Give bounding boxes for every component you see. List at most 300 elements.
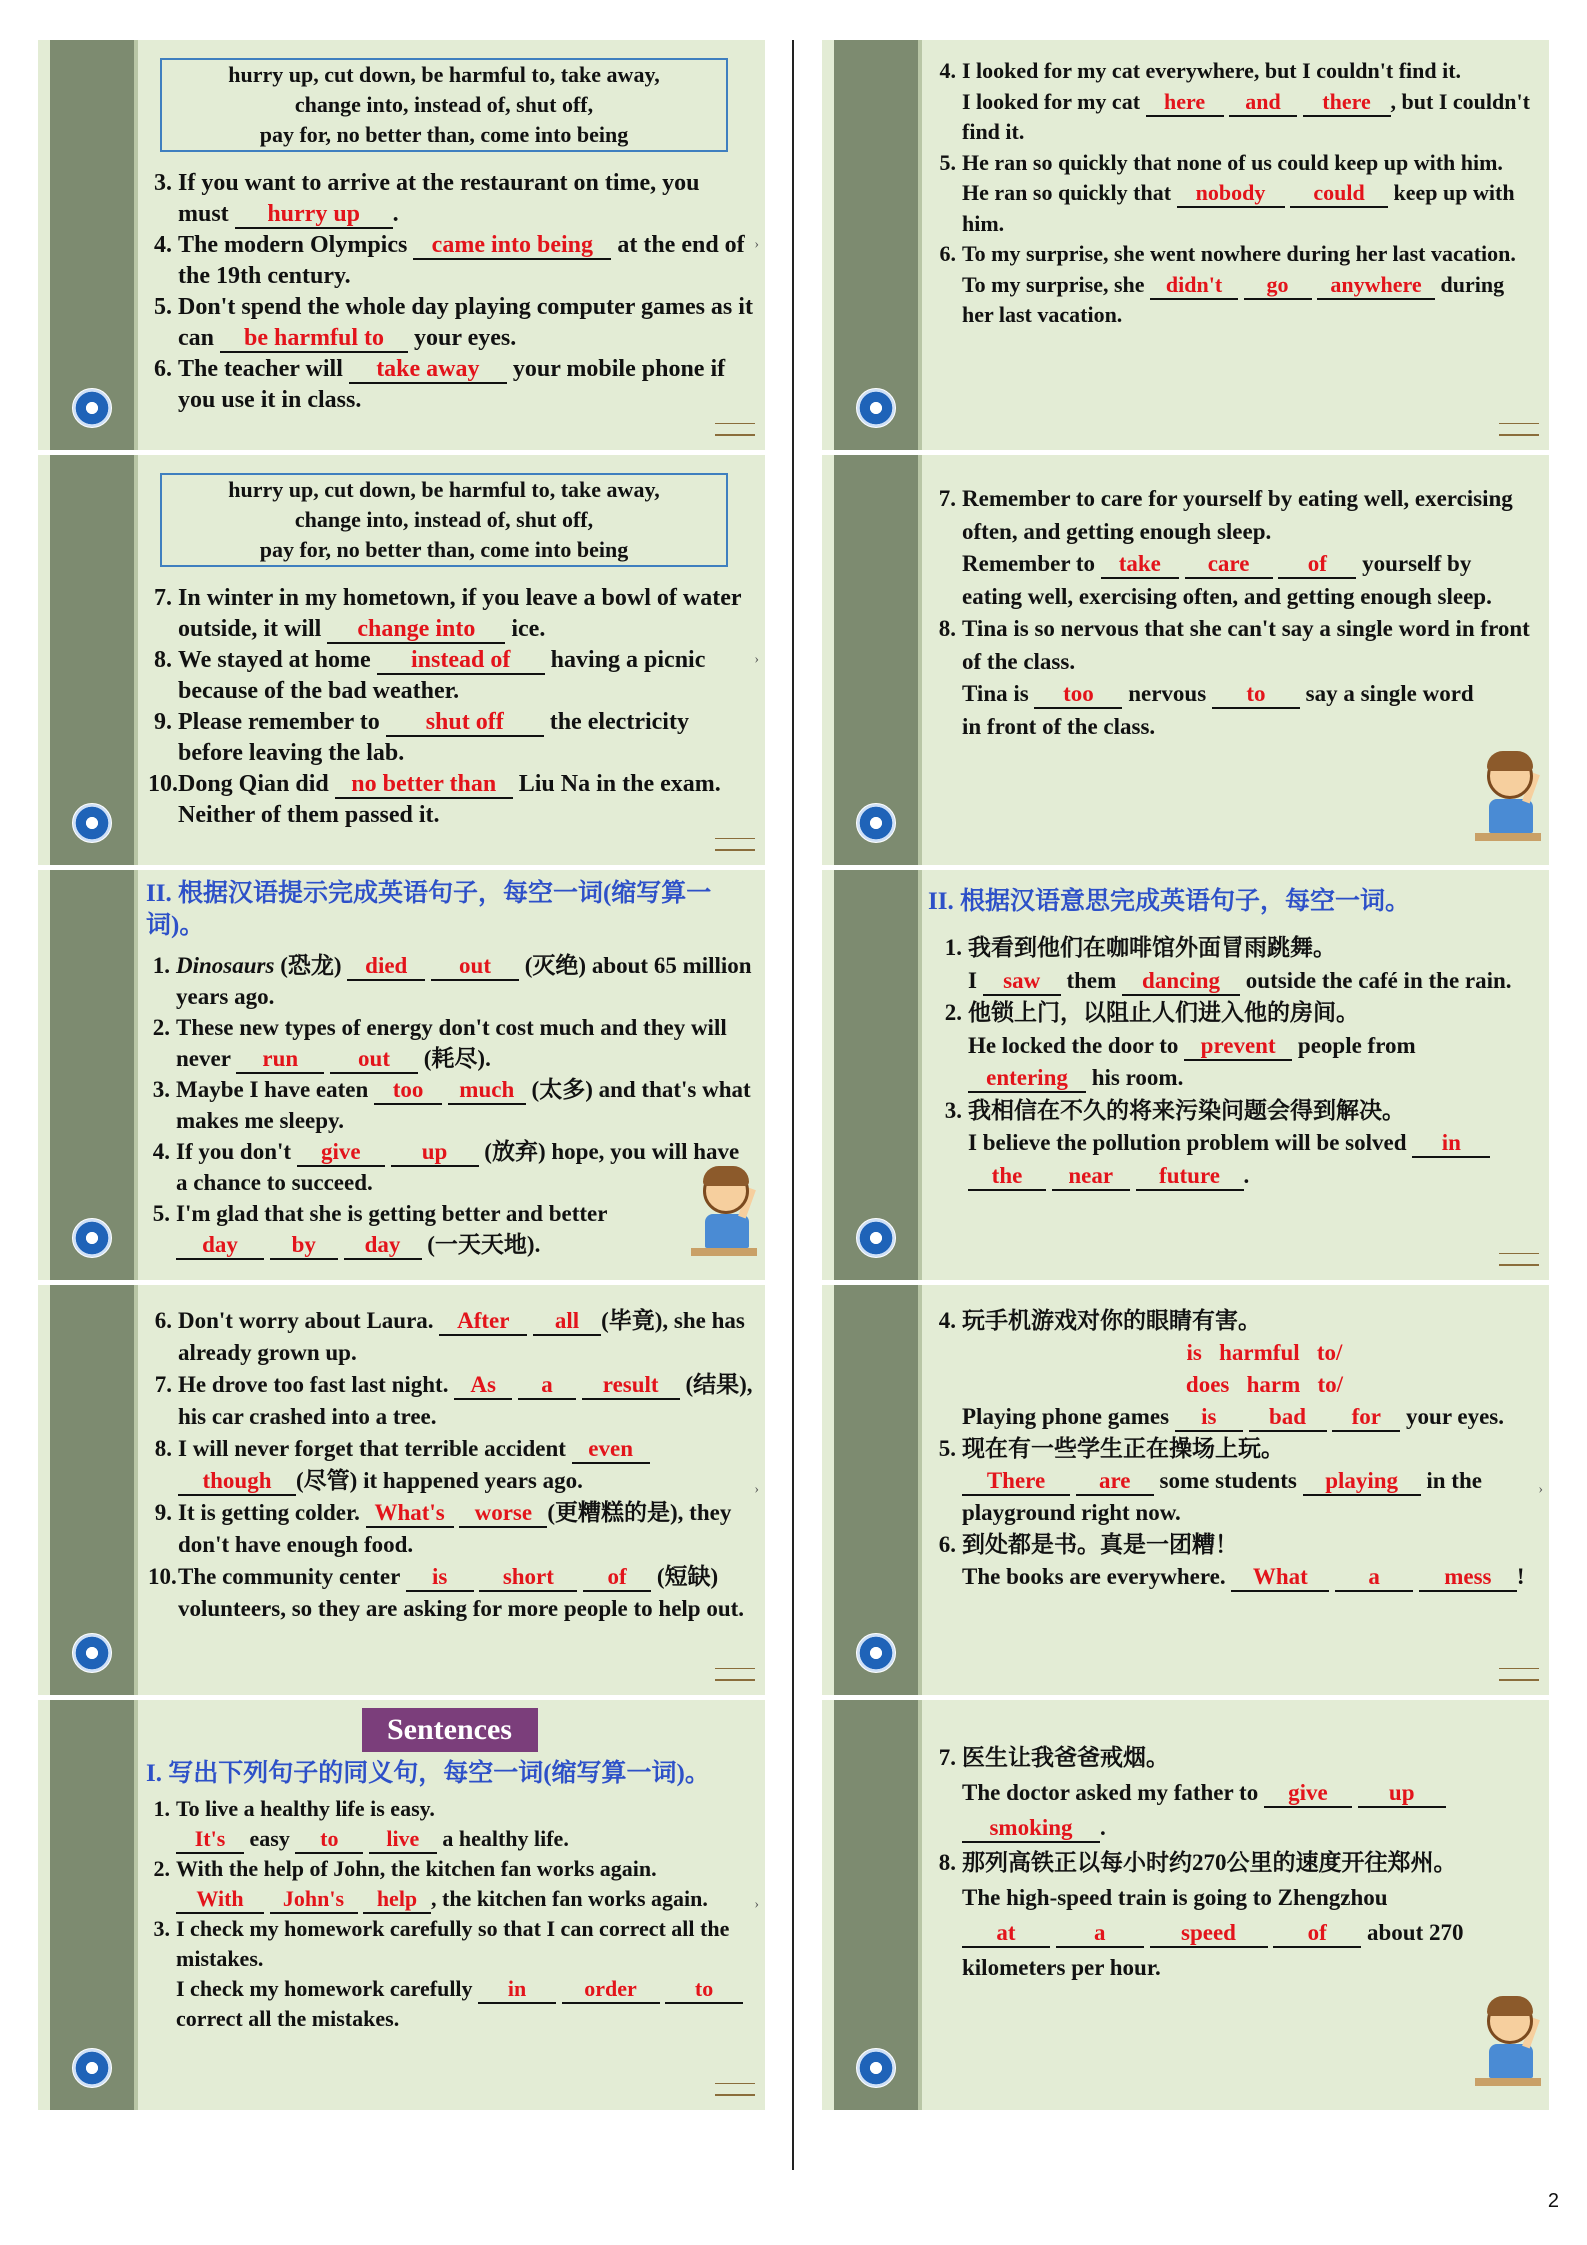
item-number: 5. xyxy=(154,294,172,320)
item-number: 8. xyxy=(154,1436,172,1461)
answer-blank: up xyxy=(1358,1780,1446,1808)
exercise-item xyxy=(938,1095,1537,1128)
answer-blank: to xyxy=(1212,681,1300,709)
exercise-item xyxy=(148,1561,753,1625)
slide-content xyxy=(932,483,1537,851)
item-number: 10. xyxy=(148,1564,177,1589)
answer-blank: instead of xyxy=(377,647,545,675)
word-bank-box xyxy=(160,473,728,567)
answer-blank: worse xyxy=(459,1500,547,1528)
item-text: (耗尽). xyxy=(418,1046,491,1071)
item-text: I xyxy=(968,967,983,993)
item-text: keep up with him. xyxy=(962,180,1515,236)
column-divider xyxy=(792,40,794,2170)
exercise-item xyxy=(932,1529,1537,1561)
exercise-answer-line xyxy=(932,1561,1537,1593)
answer-blank: of xyxy=(1278,551,1356,579)
school-logo-icon xyxy=(72,1218,112,1258)
exercise-item xyxy=(932,1433,1537,1465)
exercise-item xyxy=(146,1012,753,1074)
item-text: some students xyxy=(1153,1468,1303,1493)
answer-blank: day xyxy=(176,1232,264,1260)
exercise-answer-line xyxy=(938,1127,1537,1192)
exercise-item xyxy=(938,932,1537,965)
school-logo-icon xyxy=(856,388,896,428)
book-icon xyxy=(715,838,755,851)
item-text: yourself by eating well, exercising often, and getting enough sleep. xyxy=(962,551,1492,609)
exercise-item xyxy=(146,1854,753,1884)
item-number: 6. xyxy=(154,356,172,382)
answer-blank: in xyxy=(1412,1130,1490,1158)
answer-blank: give xyxy=(297,1139,385,1167)
exercise-answer-line xyxy=(938,965,1537,998)
answer-blank: help xyxy=(363,1886,431,1914)
exercise-item xyxy=(148,1433,753,1497)
item-text: Dinosaurs xyxy=(176,953,275,978)
slide-content xyxy=(146,1708,753,2096)
slide-2 xyxy=(38,455,765,865)
exercise-answer-line xyxy=(932,1465,1537,1529)
answer-blank: and xyxy=(1229,89,1297,117)
answer-blank: all xyxy=(533,1308,601,1336)
item-number: 6. xyxy=(939,241,956,266)
answer-blank: What xyxy=(1231,1564,1329,1592)
answer-blank: here xyxy=(1146,89,1224,117)
item-number: 4. xyxy=(154,232,172,258)
answer-blank: shut off xyxy=(386,709,544,737)
item-text: easy xyxy=(244,1826,296,1851)
section-heading: II. 根据汉语意思完成英语句子，每空一词。 xyxy=(928,888,1410,915)
exercise-answer-line xyxy=(932,1775,1537,1845)
item-text: Liu Na in the exam. Neither of them passed it. xyxy=(178,771,721,828)
item-text: (太多) and that's what makes me sleepy. xyxy=(176,1077,751,1133)
school-logo-icon xyxy=(72,2048,112,2088)
book-icon xyxy=(715,2083,755,2096)
next-arrow-icon[interactable]: › xyxy=(754,651,759,667)
answer-blank: bad xyxy=(1249,1404,1327,1432)
word-bank-line: hurry up, cut down, be harmful to, take away, xyxy=(228,477,660,502)
item-number: 8. xyxy=(938,1850,956,1875)
exercise-item xyxy=(148,583,753,645)
school-logo-icon xyxy=(72,803,112,843)
answer-blank: nobody xyxy=(1177,180,1285,208)
item-text: , but I couldn't find it. xyxy=(962,88,1530,144)
item-text: The modern Olympics xyxy=(178,232,414,258)
item-text: a healthy life. xyxy=(436,1826,569,1851)
answer-blank: run xyxy=(236,1046,324,1074)
slide-content xyxy=(928,886,1537,1266)
answer-blank: of xyxy=(583,1564,651,1592)
answer-blank: order xyxy=(562,1976,660,2004)
exercise-item xyxy=(932,239,1537,270)
answer-blank: take away xyxy=(349,356,507,384)
exercise-item xyxy=(932,483,1537,548)
item-text: Playing phone games xyxy=(962,1404,1175,1429)
item-text: The teacher will xyxy=(178,356,349,382)
item-text: (放弃) hope, you will have a chance to succeed. xyxy=(176,1139,740,1195)
answer-blank: no better than xyxy=(335,771,513,799)
answer-blank: too xyxy=(1034,681,1122,709)
item-text: in the playground right now. xyxy=(962,1468,1482,1525)
slide-6 xyxy=(822,40,1549,450)
item-number: 3. xyxy=(944,1097,962,1123)
alternative-answer: is harmful to/ xyxy=(1186,1340,1343,1365)
exercise-answer-line xyxy=(146,1824,753,1854)
school-logo-icon xyxy=(72,388,112,428)
answer-blank: day xyxy=(344,1232,422,1260)
item-number: 1. xyxy=(152,953,170,978)
item-text: Don't worry about Laura. xyxy=(178,1308,440,1333)
exercise-item xyxy=(932,613,1537,678)
answer-blank: There xyxy=(962,1468,1070,1496)
item-question: He ran so quickly that none of us could keep up with him. xyxy=(962,149,1503,175)
word-bank-line: change into, instead of, shut off, xyxy=(294,507,594,532)
answer-blank: even xyxy=(572,1436,650,1464)
answer-blank: go xyxy=(1244,272,1312,300)
item-number: 9. xyxy=(154,1500,172,1525)
item-question: To live a healthy life is easy. xyxy=(176,1796,435,1821)
answer-blank: playing xyxy=(1303,1468,1421,1496)
item-text: (一天天地). xyxy=(421,1232,541,1257)
answer-blank: out xyxy=(431,953,519,981)
answer-blank: to xyxy=(665,1976,743,2004)
item-text: He locked the door to xyxy=(968,1032,1185,1058)
item-number: 9. xyxy=(154,709,172,735)
slide-content xyxy=(932,56,1537,436)
item-number: 8. xyxy=(154,647,172,673)
item-number: 4. xyxy=(939,58,956,83)
exercise-item xyxy=(146,950,753,1012)
exercise-answer-line xyxy=(932,548,1537,613)
answer-blank: is xyxy=(1175,1404,1243,1432)
item-text: his room. xyxy=(1086,1065,1184,1090)
item-number: 3. xyxy=(152,1077,170,1102)
answer-blank: in xyxy=(478,1976,556,2004)
answer-blank: is xyxy=(406,1564,474,1592)
item-question: Tina is so nervous that she can't say a single word in front of the class. xyxy=(962,616,1530,674)
answer-blank: give xyxy=(1264,1780,1352,1808)
exercise-item xyxy=(932,56,1537,87)
item-number: 5. xyxy=(938,1436,956,1461)
item-chinese: 我相信在不久的将来污染问题会得到解决。 xyxy=(968,1097,1405,1123)
item-number: 2. xyxy=(944,1000,962,1025)
item-number: 5. xyxy=(152,1201,170,1226)
item-number: 3. xyxy=(153,1916,170,1941)
answer-blank: As xyxy=(454,1372,512,1400)
item-chinese: 他锁上门，以阻止人们进入他的房间。 xyxy=(968,1000,1359,1025)
answer-blank: of xyxy=(1273,1920,1361,1948)
item-text: nervous xyxy=(1122,681,1212,706)
item-text: The community center xyxy=(178,1564,406,1589)
answer-blank: entering xyxy=(968,1065,1086,1093)
answer-blank: short xyxy=(479,1564,577,1592)
answer-blank: a xyxy=(1335,1564,1413,1592)
item-text: . xyxy=(1100,1815,1106,1840)
item-text: having a picnic because of the bad weather. xyxy=(178,647,706,704)
exercise-item xyxy=(148,354,753,416)
item-question: With the help of John, the kitchen fan works again. xyxy=(176,1856,657,1881)
item-text: during her last vacation. xyxy=(962,271,1505,327)
answer-blank: to xyxy=(295,1826,363,1854)
answer-blank: It's xyxy=(176,1826,244,1854)
next-arrow-icon[interactable]: › xyxy=(754,1896,759,1912)
item-text: The high-speed train is going to Zhengzhou xyxy=(962,1885,1388,1910)
slide-content xyxy=(148,52,753,436)
item-number: 5. xyxy=(939,149,956,175)
answer-blank: care xyxy=(1185,551,1273,579)
exercise-item xyxy=(146,1794,753,1824)
item-text: I believe the pollution problem will be solved xyxy=(968,1130,1413,1155)
student-cartoon-icon xyxy=(1475,749,1541,845)
exercise-item xyxy=(146,1136,753,1198)
item-number: 7. xyxy=(154,1372,172,1397)
item-text: say a single word in front of the class. xyxy=(962,681,1474,739)
exercise-answer-line xyxy=(932,178,1537,239)
exercise-answer-line xyxy=(146,1884,753,1914)
answer-blank: After xyxy=(439,1308,527,1336)
page-number: 2 xyxy=(1547,2190,1559,2212)
school-logo-icon xyxy=(856,2048,896,2088)
item-text: (短缺) volunteers, so they are asking for more people to help out. xyxy=(178,1564,745,1621)
alternative-answer: does harm to/ xyxy=(1185,1372,1344,1397)
book-icon xyxy=(715,1668,755,1681)
exercise-item xyxy=(148,230,753,292)
student-cartoon-icon xyxy=(691,1164,757,1260)
answer-blank: near xyxy=(1052,1163,1130,1191)
item-number: 2. xyxy=(153,1856,170,1881)
answer-blank: saw xyxy=(983,968,1061,996)
exercise-item xyxy=(146,1914,753,1974)
item-text: ice. xyxy=(505,616,546,642)
answer-blank: John's xyxy=(270,1886,358,1914)
item-text: them xyxy=(1060,967,1123,993)
exercise-item xyxy=(932,1305,1537,1337)
item-text: Maybe I have eaten xyxy=(176,1077,375,1102)
answer-blank: too xyxy=(374,1077,442,1105)
item-text: To my surprise, she xyxy=(962,271,1151,297)
book-icon xyxy=(1499,423,1539,436)
exercise-answer-line xyxy=(932,270,1537,331)
word-bank-line: hurry up, cut down, be harmful to, take away, xyxy=(228,62,660,87)
exercise-item xyxy=(148,707,753,769)
item-text: , the kitchen fan works again. xyxy=(431,1886,708,1911)
item-number: 4. xyxy=(152,1139,170,1164)
item-chinese: 医生让我爸爸戒烟。 xyxy=(962,1745,1169,1770)
exercise-item xyxy=(932,148,1537,179)
item-text: correct all the mistakes. xyxy=(176,2006,400,2031)
item-text: He drove too fast last night. xyxy=(178,1372,455,1397)
item-text: your eyes. xyxy=(408,325,517,351)
slide-9 xyxy=(822,1285,1549,1695)
slide-8 xyxy=(822,870,1549,1280)
item-number: 7. xyxy=(938,486,956,511)
item-chinese: 到处都是书。真是一团糟！ xyxy=(962,1532,1238,1557)
answer-blank: With xyxy=(176,1886,264,1914)
answer-blank: future xyxy=(1136,1163,1244,1191)
answer-blank: mess xyxy=(1419,1564,1517,1592)
exercise-item xyxy=(932,1740,1537,1775)
item-text: (毕竟), she has already grown up. xyxy=(178,1308,745,1365)
item-text: The books are everywhere. xyxy=(962,1564,1232,1589)
item-text: It is getting colder. xyxy=(178,1500,366,1525)
section-heading: II. 根据汉语提示完成英语句子，每空一词(缩写算一词)。 xyxy=(146,880,712,939)
item-number: 2. xyxy=(152,1015,170,1040)
word-bank-line: change into, instead of, shut off, xyxy=(294,92,594,117)
answer-blank: though xyxy=(178,1468,296,1496)
item-text: Tina is xyxy=(962,681,1035,706)
item-text: Don't spend the whole day playing computer games as it can xyxy=(178,294,753,351)
exercise-answer-line xyxy=(932,1401,1537,1433)
school-logo-icon xyxy=(856,803,896,843)
item-text: If you want to arrive at the restaurant on time, you must xyxy=(178,170,700,227)
exercise-answer-line xyxy=(932,1880,1537,1985)
item-text: (结果), his car crashed into a tree. xyxy=(178,1372,753,1429)
answer-blank: could xyxy=(1290,180,1388,208)
slide-10 xyxy=(822,1700,1549,2110)
answer-blank: there xyxy=(1303,89,1391,117)
item-text: outside the café in the rain. xyxy=(1240,967,1512,993)
item-number: 6. xyxy=(938,1532,956,1557)
answer-blank: smoking xyxy=(962,1815,1100,1843)
item-text: He ran so quickly that xyxy=(962,180,1177,205)
item-question: To my surprise, she went nowhere during her last vacation. xyxy=(962,241,1516,266)
answer-blank: dancing xyxy=(1122,968,1240,996)
exercise-answer-line xyxy=(146,1974,753,2034)
item-text: We stayed at home xyxy=(178,647,377,673)
answer-blank: up xyxy=(391,1139,479,1167)
item-text: (更糟糕的是), they don't have enough food. xyxy=(178,1500,732,1557)
answer-blank: are xyxy=(1076,1468,1154,1496)
section-heading: I. 写出下列句子的同义句，每空一词(缩写算一词)。 xyxy=(146,1760,710,1787)
item-chinese: 现在有一些学生正在操场上玩。 xyxy=(962,1436,1284,1461)
answer-blank: didn't xyxy=(1150,272,1238,300)
answer-blank: anywhere xyxy=(1317,272,1435,300)
answer-blank: for xyxy=(1332,1404,1400,1432)
item-number: 1. xyxy=(153,1796,170,1821)
item-question: Remember to care for yourself by eating well, exercising often, and getting enough sleep. xyxy=(962,486,1513,544)
answer-blank: at xyxy=(962,1920,1050,1948)
answer-blank: What's xyxy=(366,1500,454,1528)
slide-content xyxy=(932,1305,1537,1681)
item-text: In winter in my hometown, if you leave a bowl of water outside, it will xyxy=(178,585,742,642)
answer-blank: much xyxy=(448,1077,526,1105)
item-question: I looked for my cat everywhere, but I couldn't find it. xyxy=(962,58,1462,83)
item-number: 6. xyxy=(154,1308,172,1333)
school-logo-icon xyxy=(72,1633,112,1673)
item-text: Dong Qian did xyxy=(178,771,335,797)
item-text: (灭绝) about 65 million years ago. xyxy=(176,953,752,1009)
next-arrow-icon[interactable]: › xyxy=(754,1481,759,1497)
exercise-answer-line xyxy=(932,678,1537,743)
item-text: (恐龙) xyxy=(274,953,348,978)
slide-3 xyxy=(38,870,765,1280)
item-text: people from xyxy=(1292,1032,1416,1058)
answer-blank: hurry up xyxy=(235,201,393,229)
answer-blank: be harmful to xyxy=(220,325,408,353)
exercise-item xyxy=(148,645,753,707)
item-text: the electricity before leaving the lab. xyxy=(178,709,689,766)
exercise-item xyxy=(146,1198,753,1260)
exercise-item xyxy=(932,1845,1537,1880)
slide-content xyxy=(146,878,753,1266)
item-text: I looked for my cat xyxy=(962,88,1146,114)
next-arrow-icon[interactable]: › xyxy=(1538,1481,1543,1497)
slide-7 xyxy=(822,455,1549,865)
exercise-item xyxy=(938,997,1537,1030)
item-text: your mobile phone if you use it in class. xyxy=(178,356,726,413)
answer-blank: came into being xyxy=(413,232,611,260)
school-logo-icon xyxy=(856,1633,896,1673)
answer-blank: take xyxy=(1101,551,1179,579)
item-text: The doctor asked my father to xyxy=(962,1780,1264,1805)
item-question: I check my homework carefully so that I can correct all the mistakes. xyxy=(176,1916,730,1971)
student-cartoon-icon xyxy=(1475,1994,1541,2090)
next-arrow-icon[interactable]: › xyxy=(754,236,759,252)
exercise-answer-line xyxy=(938,1030,1537,1095)
sentences-badge: Sentences xyxy=(362,1708,538,1752)
slide-1 xyxy=(38,40,765,450)
exercise-item xyxy=(146,1074,753,1136)
item-text: I check my homework carefully xyxy=(176,1976,479,2001)
item-chinese: 我看到他们在咖啡馆外面冒雨跳舞。 xyxy=(968,935,1336,960)
slide-content xyxy=(148,467,753,851)
book-icon xyxy=(1499,1253,1539,1266)
item-text: . xyxy=(1243,1162,1250,1188)
item-number: 1. xyxy=(944,935,962,960)
item-text: your eyes. xyxy=(1400,1404,1504,1429)
item-text: Remember to xyxy=(962,551,1101,576)
answer-blank: change into xyxy=(327,616,505,644)
word-bank-line: pay for, no better than, come into being xyxy=(259,122,629,147)
exercise-item xyxy=(148,1369,753,1433)
slide-content xyxy=(932,1740,1537,2096)
item-number: 3. xyxy=(154,170,172,196)
answer-blank: live xyxy=(369,1826,437,1854)
exercise-answer-line xyxy=(932,87,1537,148)
answer-blank: a xyxy=(518,1372,576,1400)
answer-blank: result xyxy=(582,1372,680,1400)
item-text: . xyxy=(392,201,399,227)
item-number: 7. xyxy=(154,585,172,611)
exercise-item xyxy=(148,292,753,354)
exercise-item xyxy=(148,1497,753,1561)
item-text: If you don't xyxy=(176,1139,297,1164)
item-number: 7. xyxy=(938,1745,956,1770)
slide-5 xyxy=(38,1700,765,2110)
book-icon xyxy=(715,423,755,436)
item-text: I'm glad that she is getting better and better xyxy=(176,1201,608,1226)
exercise-item xyxy=(148,168,753,230)
exercise-item xyxy=(148,769,753,831)
answer-blank: died xyxy=(347,953,425,981)
item-text: about 270 kilometers per hour. xyxy=(962,1920,1464,1980)
item-number: 8. xyxy=(938,616,956,641)
exercise-item xyxy=(148,1305,753,1369)
item-chinese: 玩手机游戏对你的眼睛有害。 xyxy=(962,1308,1261,1333)
answer-blank: the xyxy=(968,1163,1046,1191)
answer-blank: by xyxy=(270,1232,338,1260)
slide-4 xyxy=(38,1285,765,1695)
item-text: I will never forget that terrible accident xyxy=(178,1436,572,1461)
item-chinese: 那列高铁正以每小时约270公里的速度开往郑州。 xyxy=(962,1850,1457,1875)
answer-blank: out xyxy=(330,1046,418,1074)
item-text: ! xyxy=(1516,1564,1525,1589)
word-bank-line: pay for, no better than, come into being xyxy=(259,537,629,562)
answer-blank: a xyxy=(1056,1920,1144,1948)
item-number: 4. xyxy=(938,1308,956,1333)
slide-content xyxy=(148,1305,753,1681)
answer-blank: prevent xyxy=(1184,1033,1292,1061)
